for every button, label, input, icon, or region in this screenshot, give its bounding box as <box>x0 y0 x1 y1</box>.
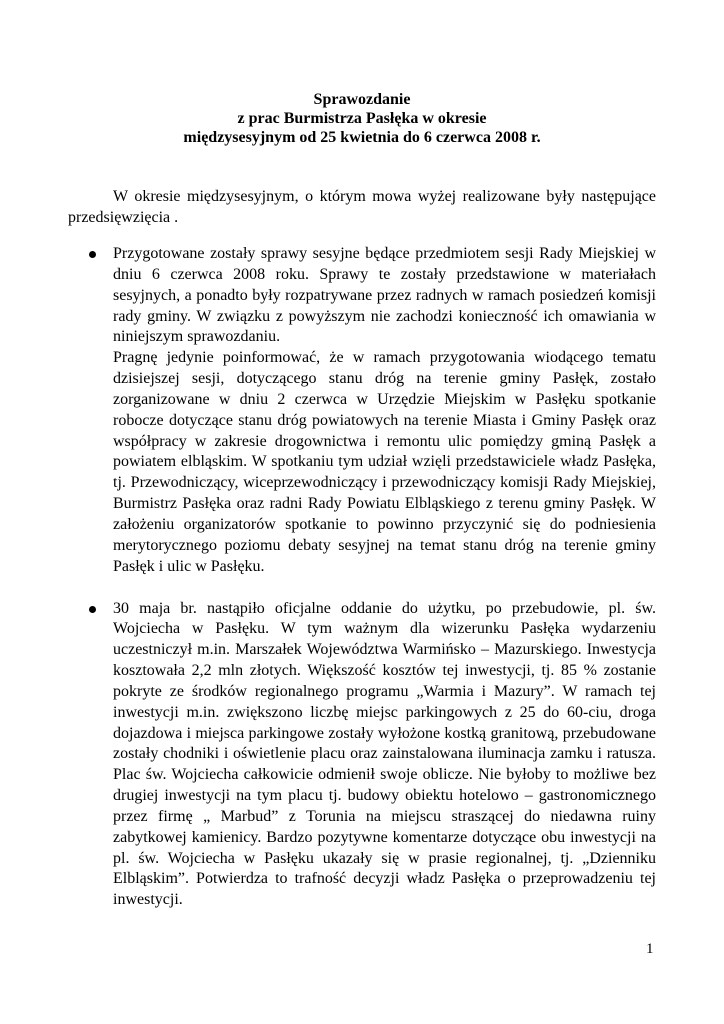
list-item <box>113 244 656 578</box>
bullet-list <box>0 244 724 911</box>
title-line-1: Sprawozdanie <box>313 91 411 108</box>
title-line-2: z prac Burmistrza Pasłęka w okresie <box>237 110 487 127</box>
bullet-icon <box>89 251 96 258</box>
page-number: 1 <box>646 941 654 957</box>
list-item <box>113 599 656 912</box>
document-title <box>68 90 656 147</box>
bullet-paragraph: Pragnę jedynie poinformować, że w ramach przygotowania wiodącego tematu dzisiejszej sesji, dotyczącego stanu dróg na terenie gminy Pasłęk, zostało zorganizowane w dniu 2 czerwca w Urzędzie Miejskim w Pasłęku spotkanie robocze dotyczące stanu dróg powiatowych na terenie Miasta i Gminy Pasłęk oraz współpracy w zakresie drogownictwa i remontu ulic pomiędzy gminą Pasłęk a powiatem elbląskim. W spotkaniu tym udział wzięli przedstawiciele władz Pasłęka, tj. Przewodniczący, wiceprzewodniczący i przewodniczący komisji Rady Miejskiej, Burmistrz Pasłęka oraz radni Rady Powiatu Elbląskiego z terenu gminy Pasłęk. W założeniu organizatorów spotkanie to powinno przyczynić się do podniesienia merytorycznego poziomu debaty sesyjnej na temat stanu dróg na terenie gminy Pasłęk i ulic w Pasłęku. <box>113 349 656 575</box>
bullet-paragraph: 30 maja br. nastąpiło oficjalne oddanie do użytku, po przebudowie, pl. św. Wojciecha w Pasłęku. W tym ważnym dla wizerunku Pasłęka wydarzeniu uczestniczył m.in. Marszałek Województwa Warmińsko – Mazurskiego. Inwestycja kosztowała 2,2 mln złotych. Większość kosztów tej inwestycji, tj. 85 % zostanie pokryte ze środków regionalnego programu „Warmia i Mazury”. W ramach tej inwestycji m.in. zwiększono liczbę miejsc parkingowych z 25 do 60-ciu, droga dojazdowa i miejsca parkingowe zostały wyłożone kostką granitową, przebudowane zostały chodniki i oświetlenie placu oraz zainstalowana iluminacja zamku i ratusza. Plac św. Wojciecha całkowicie odmienił swoje oblicze. Nie byłoby to możliwe bez drugiej inwestycji na tym placu tj. budowy obiektu hotelowo – gastronomicznego przez firmę „ Marbud” z Torunia na miejscu straszącej do niedawna ruiny zabytkowej kamienicy. Bardzo pozytywne komentarze dotyczące obu inwestycji na pl. św. Wojciecha w Pasłęku ukazały się w prasie regionalnej, tj. „Dzienniku Elbląskim”. Potwierdza to trafność decyzji władz Pasłęka o przeprowadzeniu tej inwestycji. <box>113 599 656 909</box>
bullet-icon <box>89 606 96 613</box>
bullet-paragraph: Przygotowane zostały sprawy sesyjne będące przedmiotem sesji Rady Miejskiej w dniu 6 czerwca 2008 roku. Sprawy te zostały przedstawione w materiałach sesyjnych, a ponadto były rozpatrywane przez radnych w ramach posiedzeń komisji rady gminy. W związku z powyższym nie zachodzi konieczność ich omawiania w niniejszym sprawozdaniu. <box>113 245 656 346</box>
title-line-3: międzysesyjnym od 25 kwietnia do 6 czerwca 2008 r. <box>183 129 541 146</box>
intro-paragraph: W okresie międzysesyjnym, o którym mowa wyżej realizowane były następujące przedsięwzięcia . <box>68 188 656 226</box>
